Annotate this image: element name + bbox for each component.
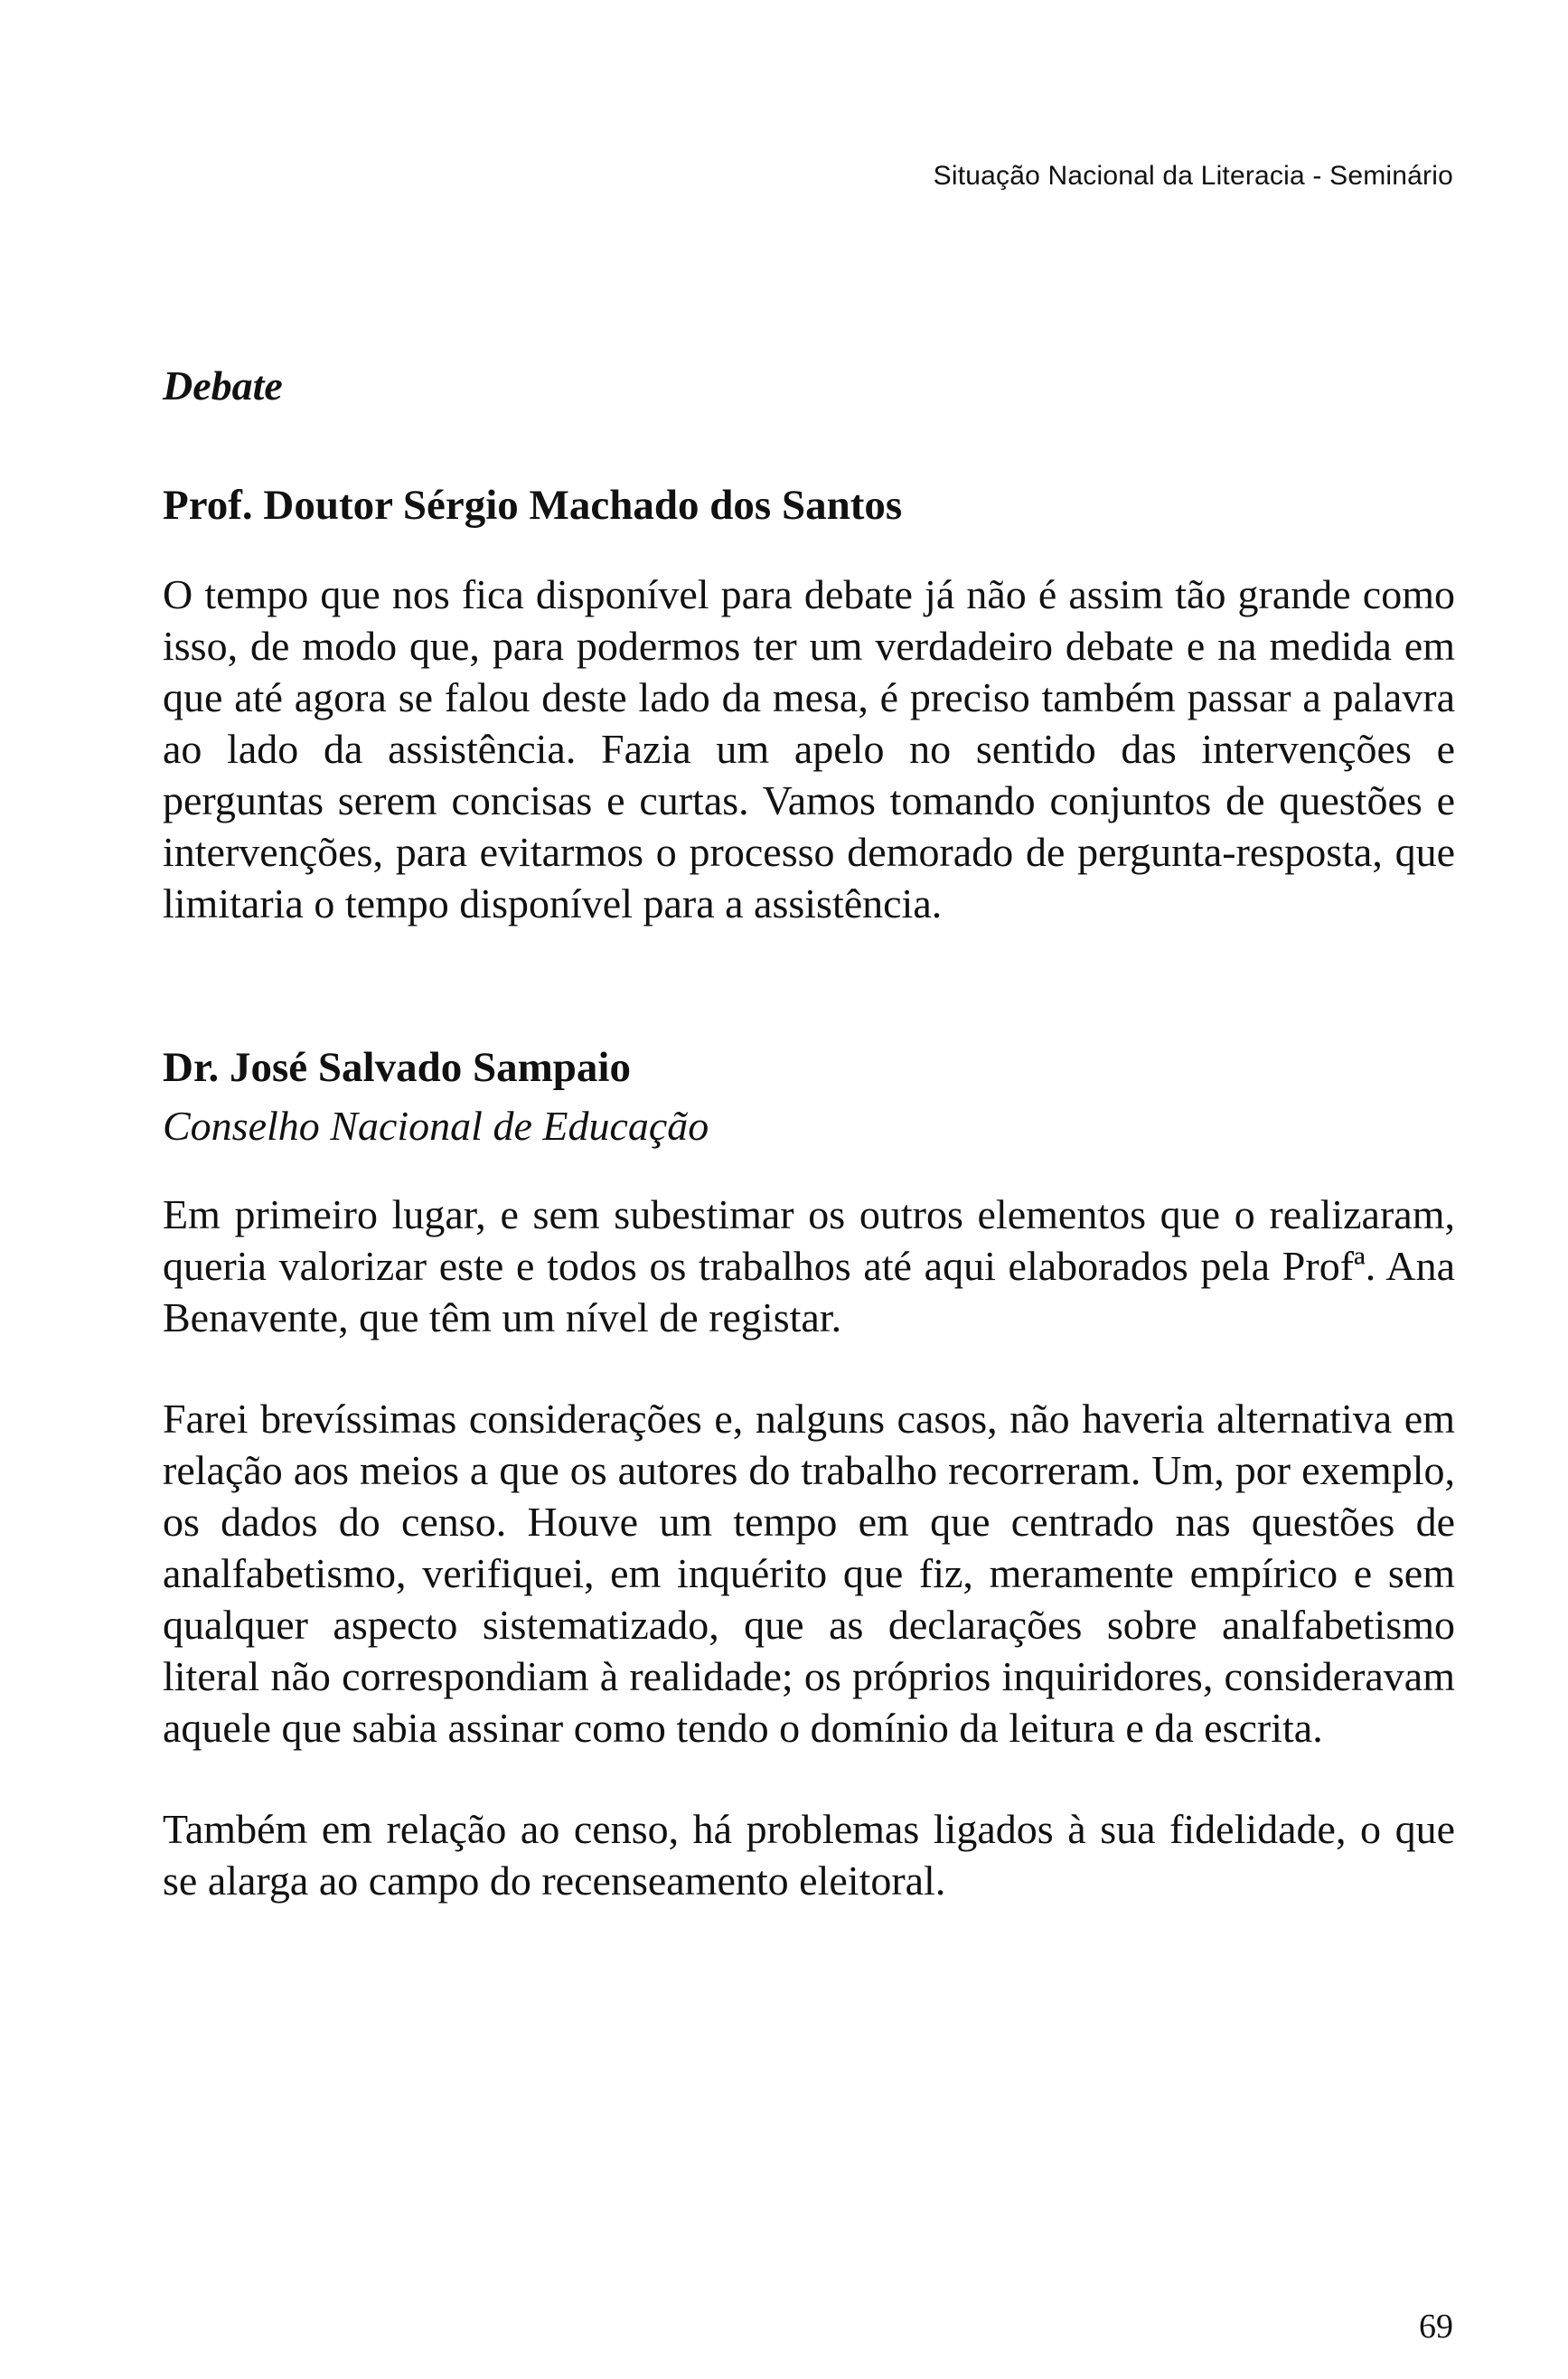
page-content [163, 362, 1455, 1906]
speaker-block [163, 1042, 1455, 1906]
speaker-block [163, 480, 1455, 929]
speaker-name: Dr. José Salvado Sampaio [163, 1044, 631, 1092]
page-number: 69 [1419, 2308, 1453, 2346]
speaker-name: Prof. Doutor Sérgio Machado dos Santos [163, 482, 903, 529]
paragraph: O tempo que nos fica disponível para debate já não é assim tão grande como isso, de modo que, para podermos ter um verdadeiro debate e na medida em que até agora se falou deste lado da mesa, é preciso também passar a palavra ao lado da assistência. Fazia um apelo no sentido das intervenções e perguntas serem concisas e curtas. Vamos tomando conjuntos de questões e intervenções, para evitarmos o processo demorado de pergunta-resposta, que limitaria o tempo disponível para a assistência. [163, 571, 1455, 927]
section-heading: Debate [163, 362, 283, 409]
running-header: Situação Nacional da Literacia - Seminário [933, 161, 1453, 191]
paragraph: Farei brevíssimas considerações e, nalguns casos, não haveria alternativa em relação aos meios a que os autores do trabalho recorreram. Um, por exemplo, os dados do censo. Houve um tempo em que centrado nas questões de analfabetismo, verifiquei, em inquérito que fiz, meramente empírico e sem qualquer aspecto sistematizado, que as declarações sobre analfabetismo literal não correspondiam à realidade; os próprios inquiridores, consideravam aquele que sabia assinar como tendo o domínio da leitura e da escrita. [163, 1395, 1455, 1751]
paragraph: Em primeiro lugar, e sem subestimar os outros elementos que o realizaram, queria valorizar este e todos os trabalhos até aqui elaborados pela Profª. Ana Benavente, que têm um nível de registar. [163, 1190, 1455, 1340]
speaker-affiliation: Conselho Nacional de Educação [163, 1102, 709, 1149]
paragraph: Também em relação ao censo, há problemas ligados à sua fidelidade, o que se alarga ao campo do recenseamento eleitoral. [163, 1805, 1455, 1904]
